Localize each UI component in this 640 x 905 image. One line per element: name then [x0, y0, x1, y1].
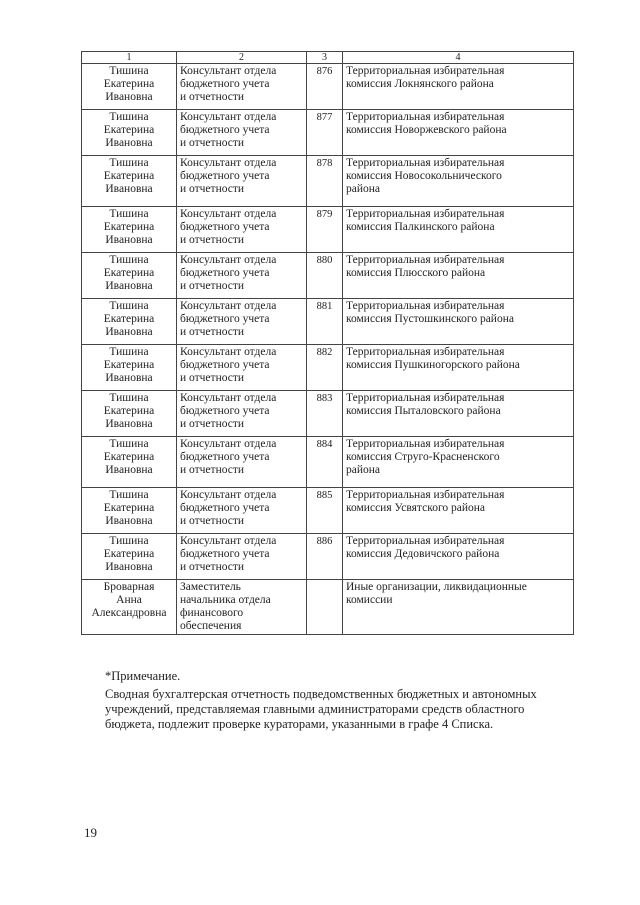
cell-line: Территориальная избирательная	[346, 254, 505, 266]
cell-line: Ивановна	[105, 137, 153, 149]
table-body	[82, 64, 574, 635]
cell-line: Консультант отдела	[180, 392, 277, 404]
organization-cell	[343, 207, 574, 253]
cell-line: Тишина	[109, 438, 149, 450]
cell-line: комиссия Усвятского района	[346, 502, 486, 514]
cell-line: Заместитель	[180, 581, 241, 593]
cell-line: и отчетности	[180, 183, 245, 195]
cell-line: Екатерина	[103, 502, 155, 514]
cell-line: Александровна	[91, 607, 167, 619]
cell-line: и отчетности	[180, 234, 245, 246]
cell-line: комиссия Дедовичского района	[346, 548, 500, 560]
page-number: 19	[84, 825, 97, 840]
table-row	[82, 156, 574, 207]
header-col-2: 2	[177, 52, 307, 64]
organization-cell	[343, 64, 574, 110]
cell-line: Консультант отдела	[180, 489, 277, 501]
code-cell	[307, 580, 343, 635]
cell-line: Ивановна	[105, 418, 153, 430]
cell-line: комиссия Новосокольнического	[346, 170, 502, 182]
code-cell: 886	[307, 534, 343, 580]
cell-line: бюджетного учета	[180, 124, 270, 136]
cell-line: Тишина	[109, 489, 149, 501]
cell-line: Ивановна	[105, 183, 153, 195]
cell-line: бюджетного учета	[180, 221, 270, 233]
table-row	[82, 253, 574, 299]
footnote	[105, 669, 575, 732]
cell-line: Екатерина	[103, 548, 155, 560]
cell-line: и отчетности	[180, 561, 245, 573]
cell-line: Екатерина	[103, 78, 155, 90]
cell-line: Консультант отдела	[180, 346, 277, 358]
code-cell: 877	[307, 110, 343, 156]
cell-line: бюджетного учета	[180, 78, 270, 90]
name-cell	[82, 64, 177, 110]
code-cell: 879	[307, 207, 343, 253]
name-cell	[82, 345, 177, 391]
cell-line: комиссия Пыталовского района	[346, 405, 501, 417]
code-cell: 883	[307, 391, 343, 437]
position-cell	[177, 437, 307, 488]
cell-line: Ивановна	[105, 515, 153, 527]
cell-line: Тишина	[109, 208, 149, 220]
cell-line: Екатерина	[103, 267, 155, 279]
name-cell	[82, 391, 177, 437]
position-cell	[177, 534, 307, 580]
curators-table	[81, 51, 574, 635]
cell-line: Иные организации, ликвидационные	[346, 581, 527, 593]
cell-line: комиссия Локнянского района	[346, 78, 494, 90]
cell-line: и отчетности	[180, 326, 245, 338]
cell-line: Тишина	[109, 300, 149, 312]
cell-line: Тишина	[109, 157, 149, 169]
table-row	[82, 437, 574, 488]
code-cell: 884	[307, 437, 343, 488]
cell-line: Ивановна	[105, 561, 153, 573]
cell-line: бюджетного учета	[180, 548, 270, 560]
cell-line: и отчетности	[180, 372, 245, 384]
cell-line: Екатерина	[103, 124, 155, 136]
position-cell	[177, 207, 307, 253]
cell-line: Ивановна	[105, 234, 153, 246]
cell-line: Территориальная избирательная	[346, 438, 505, 450]
organization-cell	[343, 437, 574, 488]
cell-line: бюджетного учета	[180, 170, 270, 182]
name-cell	[82, 156, 177, 207]
cell-line: Территориальная избирательная	[346, 208, 505, 220]
cell-line: Консультант отдела	[180, 111, 277, 123]
cell-line: Ивановна	[105, 91, 153, 103]
cell-line: бюджетного учета	[180, 267, 270, 279]
cell-line: Екатерина	[103, 359, 155, 371]
footnote-line: Сводная бухгалтерская отчетность подведомственных бюджетных и автономных	[105, 687, 537, 701]
cell-line: Территориальная избирательная	[346, 157, 505, 169]
cell-line: комиссия Палкинского района	[346, 221, 495, 233]
table-row	[82, 580, 574, 635]
table-row	[82, 207, 574, 253]
cell-line: Территориальная избирательная	[346, 65, 505, 77]
cell-line: Территориальная избирательная	[346, 346, 505, 358]
cell-line: Екатерина	[103, 170, 155, 182]
table-row	[82, 534, 574, 580]
cell-line: Ивановна	[105, 372, 153, 384]
cell-line: бюджетного учета	[180, 502, 270, 514]
cell-line: и отчетности	[180, 137, 245, 149]
cell-line: Территориальная избирательная	[346, 535, 505, 547]
cell-line: Екатерина	[103, 221, 155, 233]
organization-cell	[343, 534, 574, 580]
cell-line: и отчетности	[180, 280, 245, 292]
cell-line: Территориальная избирательная	[346, 392, 505, 404]
cell-line: района	[346, 464, 381, 476]
organization-cell	[343, 110, 574, 156]
table-row	[82, 391, 574, 437]
cell-line: района	[346, 183, 381, 195]
cell-line: бюджетного учета	[180, 359, 270, 371]
cell-line: Консультант отдела	[180, 254, 277, 266]
name-cell	[82, 534, 177, 580]
name-cell	[82, 207, 177, 253]
cell-line: Ивановна	[105, 280, 153, 292]
organization-cell	[343, 299, 574, 345]
cell-line: бюджетного учета	[180, 405, 270, 417]
cell-line: и отчетности	[180, 91, 245, 103]
cell-line: Ивановна	[105, 326, 153, 338]
cell-line: Тишина	[109, 65, 149, 77]
cell-line: комиссия Плюсского района	[346, 267, 486, 279]
position-cell	[177, 580, 307, 635]
cell-line: Екатерина	[103, 405, 155, 417]
position-cell	[177, 253, 307, 299]
cell-line: Екатерина	[103, 313, 155, 325]
cell-line: Консультант отдела	[180, 300, 277, 312]
code-cell: 882	[307, 345, 343, 391]
table-row	[82, 488, 574, 534]
cell-line: и отчетности	[180, 464, 245, 476]
table-row	[82, 299, 574, 345]
cell-line: обеспечения	[180, 620, 242, 632]
cell-line: и отчетности	[180, 418, 245, 430]
cell-line: бюджетного учета	[180, 313, 270, 325]
cell-line: Консультант отдела	[180, 535, 277, 547]
table-header-row	[82, 52, 574, 64]
cell-line: комиссии	[346, 594, 393, 606]
organization-cell	[343, 488, 574, 534]
cell-line: Тишина	[109, 535, 149, 547]
cell-line: Тишина	[109, 254, 149, 266]
cell-line: комиссия Пустошкинского района	[346, 313, 514, 325]
code-cell: 885	[307, 488, 343, 534]
cell-line: Ивановна	[105, 464, 153, 476]
cell-line: Тишина	[109, 111, 149, 123]
cell-line: финансового	[180, 607, 244, 619]
cell-line: Тишина	[109, 392, 149, 404]
position-cell	[177, 488, 307, 534]
cell-line: Консультант отдела	[180, 208, 277, 220]
organization-cell	[343, 345, 574, 391]
header-col-4: 4	[343, 52, 574, 64]
code-cell: 881	[307, 299, 343, 345]
cell-line: комиссия Новоржевского района	[346, 124, 507, 136]
cell-line: и отчетности	[180, 515, 245, 527]
name-cell	[82, 437, 177, 488]
cell-line: Консультант отдела	[180, 65, 277, 77]
cell-line: Консультант отдела	[180, 157, 277, 169]
code-cell: 880	[307, 253, 343, 299]
position-cell	[177, 64, 307, 110]
cell-line: Территориальная избирательная	[346, 111, 505, 123]
footnote-line: бюджета, подлежит проверке кураторами, указанными в графе 4 Списка.	[105, 717, 494, 731]
cell-line: Консультант отдела	[180, 438, 277, 450]
organization-cell	[343, 156, 574, 207]
name-cell	[82, 580, 177, 635]
table-row	[82, 110, 574, 156]
cell-line: Броварная	[103, 581, 155, 593]
position-cell	[177, 156, 307, 207]
table-row	[82, 64, 574, 110]
cell-line: Территориальная избирательная	[346, 489, 505, 501]
footnote-line: учреждений, представляемая главными администраторами средств областного	[105, 702, 525, 716]
cell-line: Тишина	[109, 346, 149, 358]
cell-line: Екатерина	[103, 451, 155, 463]
position-cell	[177, 391, 307, 437]
name-cell	[82, 488, 177, 534]
position-cell	[177, 299, 307, 345]
code-cell: 876	[307, 64, 343, 110]
name-cell	[82, 110, 177, 156]
organization-cell	[343, 580, 574, 635]
name-cell	[82, 299, 177, 345]
header-col-1: 1	[82, 52, 177, 64]
table-row	[82, 345, 574, 391]
cell-line: Анна	[116, 594, 142, 606]
footnote-title: *Примечание.	[105, 669, 181, 683]
organization-cell	[343, 253, 574, 299]
cell-line: Территориальная избирательная	[346, 300, 505, 312]
cell-line: начальника отдела	[180, 594, 271, 606]
code-cell: 878	[307, 156, 343, 207]
cell-line: бюджетного учета	[180, 451, 270, 463]
position-cell	[177, 110, 307, 156]
cell-line: комиссия Пушкиногорского района	[346, 359, 520, 371]
cell-line: комиссия Струго-Красненского	[346, 451, 500, 463]
position-cell	[177, 345, 307, 391]
name-cell	[82, 253, 177, 299]
header-col-3: 3	[307, 52, 343, 64]
organization-cell	[343, 391, 574, 437]
